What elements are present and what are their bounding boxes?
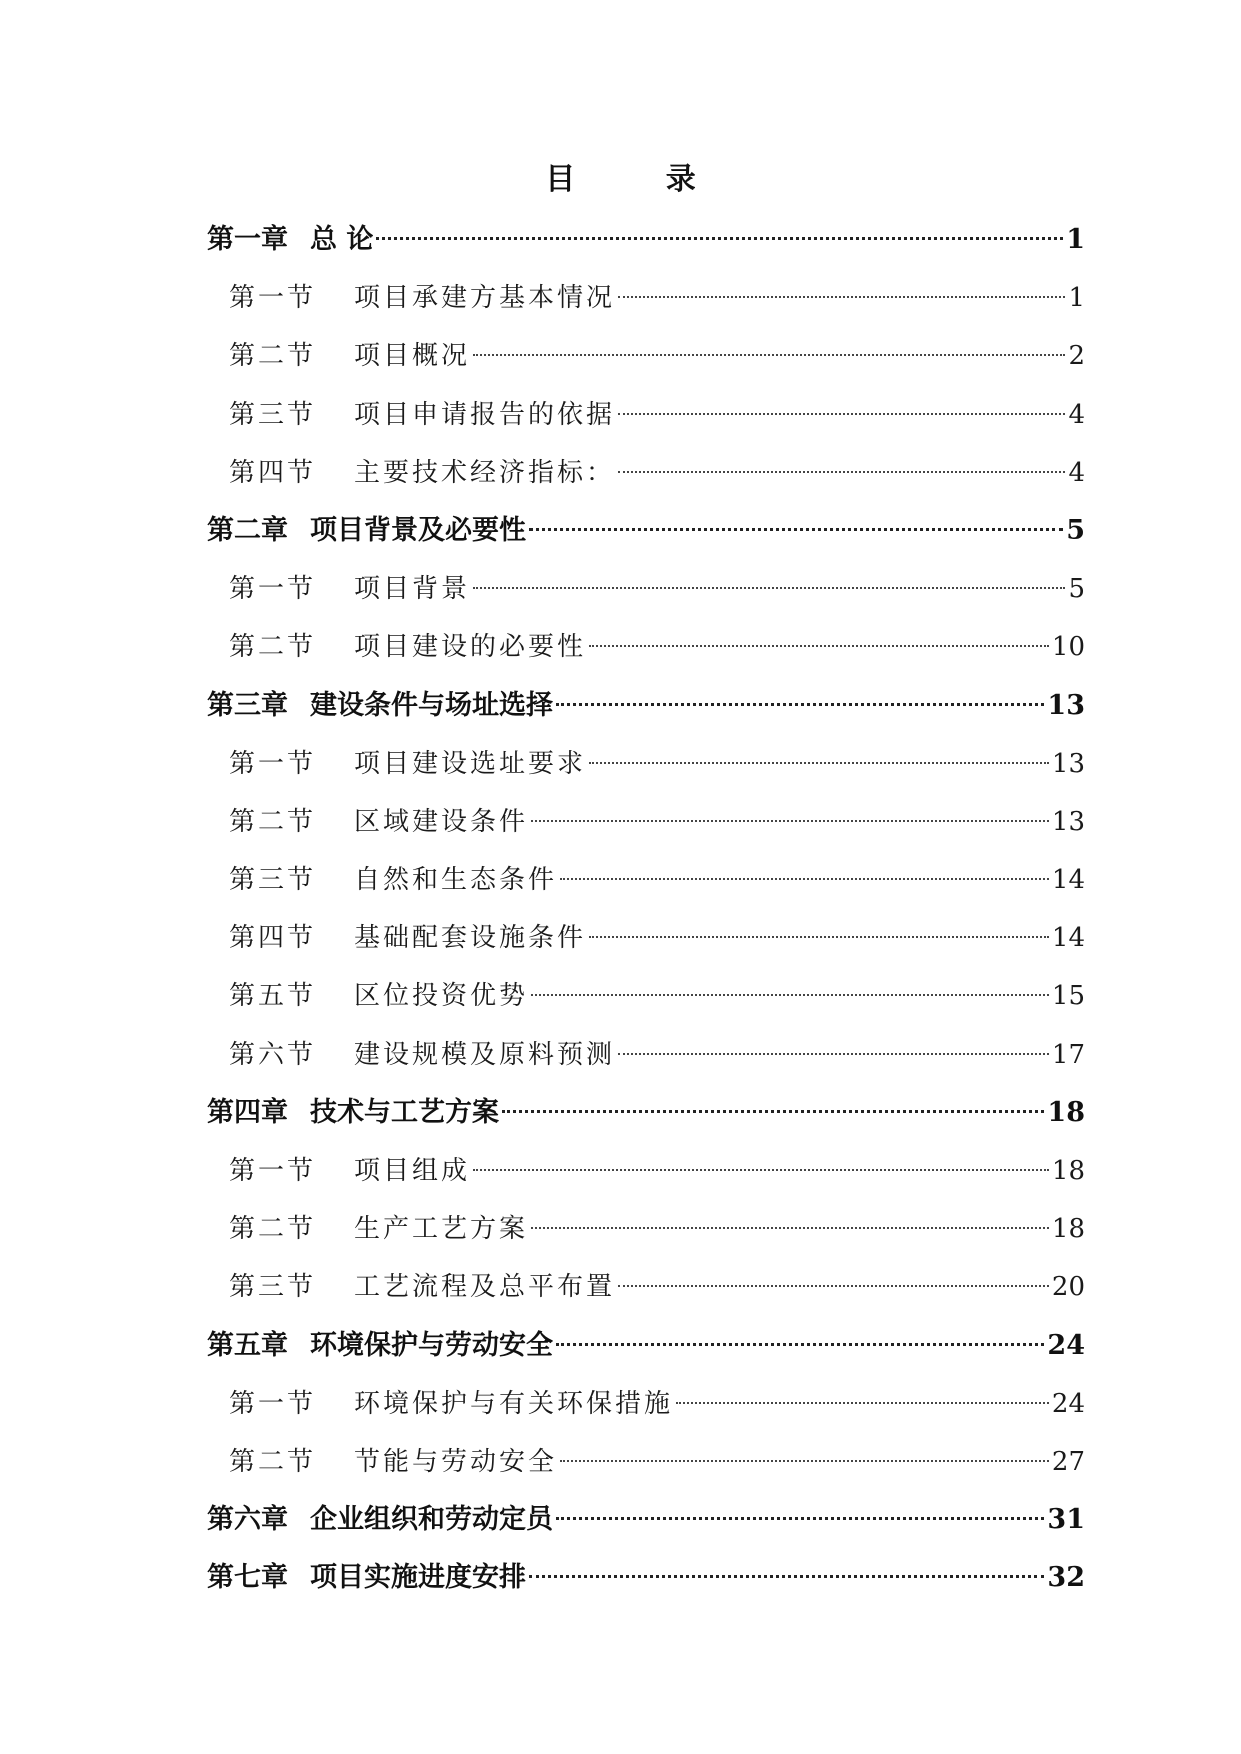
toc-entry-label bbox=[207, 220, 373, 260]
dot-leader bbox=[529, 1575, 1044, 1578]
toc-section-entry[interactable] bbox=[207, 1151, 1085, 1209]
toc-entry-title: 项目概况 bbox=[354, 341, 471, 372]
toc-entry-label bbox=[229, 569, 470, 609]
toc-page-number: 10 bbox=[1051, 632, 1085, 663]
toc-section-entry[interactable] bbox=[207, 569, 1085, 627]
toc-entry-number: 第四章 bbox=[207, 1096, 288, 1128]
toc-page-number: 5 bbox=[1068, 574, 1085, 605]
dot-leader bbox=[618, 471, 1065, 473]
toc-entry-number: 第二章 bbox=[207, 514, 288, 546]
toc-entry-number: 第六节 bbox=[229, 1039, 317, 1070]
toc-entry-label bbox=[207, 511, 526, 551]
toc-entry-label bbox=[229, 802, 528, 842]
toc-page-number: 24 bbox=[1051, 1388, 1085, 1419]
toc-page-number: 27 bbox=[1051, 1446, 1085, 1477]
toc-entry-title: 建设规模及原料预测 bbox=[354, 1039, 616, 1070]
toc-entry-title: 项目背景及必要性 bbox=[310, 514, 526, 546]
dot-leader bbox=[376, 237, 1063, 240]
toc-entry-number: 第三章 bbox=[207, 689, 288, 721]
toc-entry-number: 第一节 bbox=[229, 1156, 317, 1186]
toc-chapter-entry[interactable] bbox=[207, 686, 1085, 744]
toc-chapter-entry[interactable] bbox=[207, 1326, 1085, 1384]
dot-leader bbox=[473, 354, 1065, 356]
toc-section-entry[interactable] bbox=[207, 453, 1085, 511]
toc-page-number: 20 bbox=[1051, 1272, 1085, 1303]
toc-page-number: 4 bbox=[1068, 457, 1085, 488]
dot-leader bbox=[589, 645, 1049, 647]
toc-entry-title: 项目背景 bbox=[354, 574, 471, 605]
toc-page-number: 2 bbox=[1068, 341, 1085, 372]
toc-chapter-entry[interactable] bbox=[207, 1558, 1085, 1616]
toc-page-number: 17 bbox=[1051, 1039, 1085, 1070]
toc-entry-label bbox=[229, 627, 586, 667]
dot-leader bbox=[556, 703, 1044, 706]
toc-section-entry[interactable] bbox=[207, 336, 1085, 394]
toc-entry-number: 第四节 bbox=[229, 923, 317, 954]
toc-page-number: 1 bbox=[1066, 224, 1085, 255]
toc-entry-number: 第四节 bbox=[229, 457, 317, 488]
dot-leader bbox=[589, 762, 1049, 764]
toc-entry-label bbox=[229, 860, 557, 900]
dot-leader bbox=[618, 1053, 1049, 1055]
toc-entry-number: 第三节 bbox=[229, 1272, 317, 1303]
toc-page-number: 13 bbox=[1051, 806, 1085, 837]
toc-page-number: 18 bbox=[1047, 1096, 1085, 1128]
toc-entry-number: 第一节 bbox=[229, 574, 317, 605]
dot-leader bbox=[618, 1285, 1049, 1287]
toc-entry-number: 第一节 bbox=[229, 283, 317, 314]
toc-entry-label bbox=[207, 1558, 526, 1598]
toc-entry-label bbox=[229, 1035, 615, 1075]
toc-section-entry[interactable] bbox=[207, 976, 1085, 1034]
toc-entry-number: 第二节 bbox=[229, 632, 317, 663]
toc-section-entry[interactable] bbox=[207, 918, 1085, 976]
toc-entry-title: 总 论 bbox=[310, 224, 374, 255]
toc-entry-label bbox=[229, 1267, 615, 1307]
toc-entry-label bbox=[229, 1442, 557, 1482]
dot-leader bbox=[618, 413, 1065, 415]
dot-leader bbox=[618, 296, 1065, 298]
toc-entry-title: 项目承建方基本情况 bbox=[354, 283, 616, 314]
toc-entry-title: 技术与工艺方案 bbox=[310, 1096, 499, 1128]
dot-leader bbox=[556, 1517, 1044, 1520]
toc-section-entry[interactable] bbox=[207, 1209, 1085, 1267]
toc-entry-title: 项目申请报告的依据 bbox=[354, 399, 616, 430]
toc-entry-number: 第三节 bbox=[229, 865, 317, 896]
dot-leader bbox=[589, 936, 1049, 938]
toc-entry-label bbox=[229, 976, 528, 1016]
toc-page-number: 15 bbox=[1051, 981, 1085, 1012]
toc-entry-title: 基础配套设施条件 bbox=[354, 923, 587, 954]
toc-entry-label bbox=[229, 744, 586, 784]
toc-entry-label bbox=[229, 278, 615, 318]
toc-entry-title: 自然和生态条件 bbox=[354, 865, 558, 896]
toc-section-entry[interactable] bbox=[207, 1035, 1085, 1093]
toc-chapter-entry[interactable] bbox=[207, 511, 1085, 569]
toc-entry-number: 第七章 bbox=[207, 1562, 288, 1594]
toc-entry-number: 第六章 bbox=[207, 1504, 288, 1536]
toc-entry-title: 节能与劳动安全 bbox=[354, 1446, 558, 1477]
toc-entry-title: 环境保护与劳动安全 bbox=[310, 1329, 553, 1361]
toc-entry-number: 第一节 bbox=[229, 748, 317, 779]
toc-page-number: 18 bbox=[1051, 1214, 1085, 1245]
toc-page-number: 14 bbox=[1051, 865, 1085, 896]
toc-page-number: 13 bbox=[1047, 689, 1085, 721]
dot-leader bbox=[473, 587, 1065, 589]
toc-entry-number: 第五节 bbox=[229, 981, 317, 1012]
toc-entry-number: 第二节 bbox=[229, 1214, 317, 1245]
dot-leader bbox=[676, 1402, 1049, 1404]
toc-entry-label bbox=[229, 395, 615, 435]
table-of-contents bbox=[207, 220, 1085, 1617]
dot-leader bbox=[560, 878, 1049, 880]
toc-entry-title: 工艺流程及总平布置 bbox=[354, 1272, 616, 1303]
toc-page-number: 24 bbox=[1047, 1329, 1085, 1361]
toc-entry-label bbox=[229, 1384, 673, 1424]
toc-entry-label bbox=[207, 1093, 499, 1133]
toc-entry-title: 主要技术经济指标： bbox=[354, 457, 616, 488]
toc-entry-title: 企业组织和劳动定员 bbox=[310, 1504, 553, 1536]
dot-leader bbox=[502, 1110, 1044, 1113]
toc-section-entry[interactable] bbox=[207, 278, 1085, 336]
dot-leader bbox=[473, 1169, 1049, 1171]
toc-entry-title: 区域建设条件 bbox=[354, 806, 529, 837]
toc-section-entry[interactable] bbox=[207, 1384, 1085, 1442]
toc-entry-title: 项目建设的必要性 bbox=[354, 632, 587, 663]
toc-page-number: 14 bbox=[1051, 923, 1085, 954]
toc-entry-number: 第一节 bbox=[229, 1388, 317, 1419]
toc-section-entry[interactable] bbox=[207, 395, 1085, 453]
toc-entry-title: 项目实施进度安排 bbox=[310, 1562, 526, 1594]
toc-page-number: 4 bbox=[1068, 399, 1085, 430]
toc-entry-label bbox=[229, 453, 615, 493]
toc-page-number: 1 bbox=[1068, 283, 1085, 314]
toc-entry-number: 第五章 bbox=[207, 1329, 288, 1361]
dot-leader bbox=[531, 994, 1049, 996]
toc-entry-title: 建设条件与场址选择 bbox=[310, 689, 553, 721]
toc-page-number: 31 bbox=[1047, 1504, 1085, 1536]
toc-entry-label bbox=[229, 336, 470, 376]
dot-leader bbox=[560, 1460, 1049, 1462]
toc-entry-title: 环境保护与有关环保措施 bbox=[354, 1388, 674, 1419]
dot-leader bbox=[556, 1343, 1044, 1346]
toc-section-entry[interactable] bbox=[207, 744, 1085, 802]
toc-entry-title: 区位投资优势 bbox=[354, 981, 529, 1012]
dot-leader bbox=[529, 528, 1063, 531]
toc-entry-number: 第二节 bbox=[229, 1446, 317, 1477]
toc-entry-title: 项目建设选址要求 bbox=[354, 748, 587, 779]
toc-section-entry[interactable] bbox=[207, 802, 1085, 860]
toc-section-entry[interactable] bbox=[207, 1267, 1085, 1325]
toc-entry-number: 第二节 bbox=[229, 806, 317, 837]
toc-entry-label bbox=[229, 1209, 528, 1249]
toc-page-number: 5 bbox=[1066, 514, 1085, 546]
dot-leader bbox=[531, 1227, 1049, 1229]
toc-title: 目 录 bbox=[545, 162, 736, 197]
toc-entry-label bbox=[207, 1500, 553, 1540]
toc-section-entry[interactable] bbox=[207, 860, 1085, 918]
toc-entry-number: 第二节 bbox=[229, 341, 317, 372]
dot-leader bbox=[531, 820, 1049, 822]
toc-entry-label bbox=[207, 1326, 553, 1366]
toc-entry-number: 第一章 bbox=[207, 224, 288, 255]
toc-entry-label bbox=[229, 1151, 470, 1191]
toc-section-entry[interactable] bbox=[207, 627, 1085, 685]
toc-chapter-entry[interactable] bbox=[207, 1500, 1085, 1558]
toc-page-number: 18 bbox=[1051, 1156, 1085, 1186]
toc-entry-title: 生产工艺方案 bbox=[354, 1214, 529, 1245]
toc-page-number: 32 bbox=[1047, 1562, 1085, 1594]
toc-entry-number: 第三节 bbox=[229, 399, 317, 430]
toc-entry-label bbox=[229, 918, 586, 958]
toc-page-number: 13 bbox=[1051, 748, 1085, 779]
toc-chapter-entry[interactable] bbox=[207, 220, 1085, 278]
toc-entry-label bbox=[207, 686, 553, 726]
toc-chapter-entry[interactable] bbox=[207, 1093, 1085, 1151]
toc-section-entry[interactable] bbox=[207, 1442, 1085, 1500]
toc-entry-title: 项目组成 bbox=[354, 1156, 471, 1186]
